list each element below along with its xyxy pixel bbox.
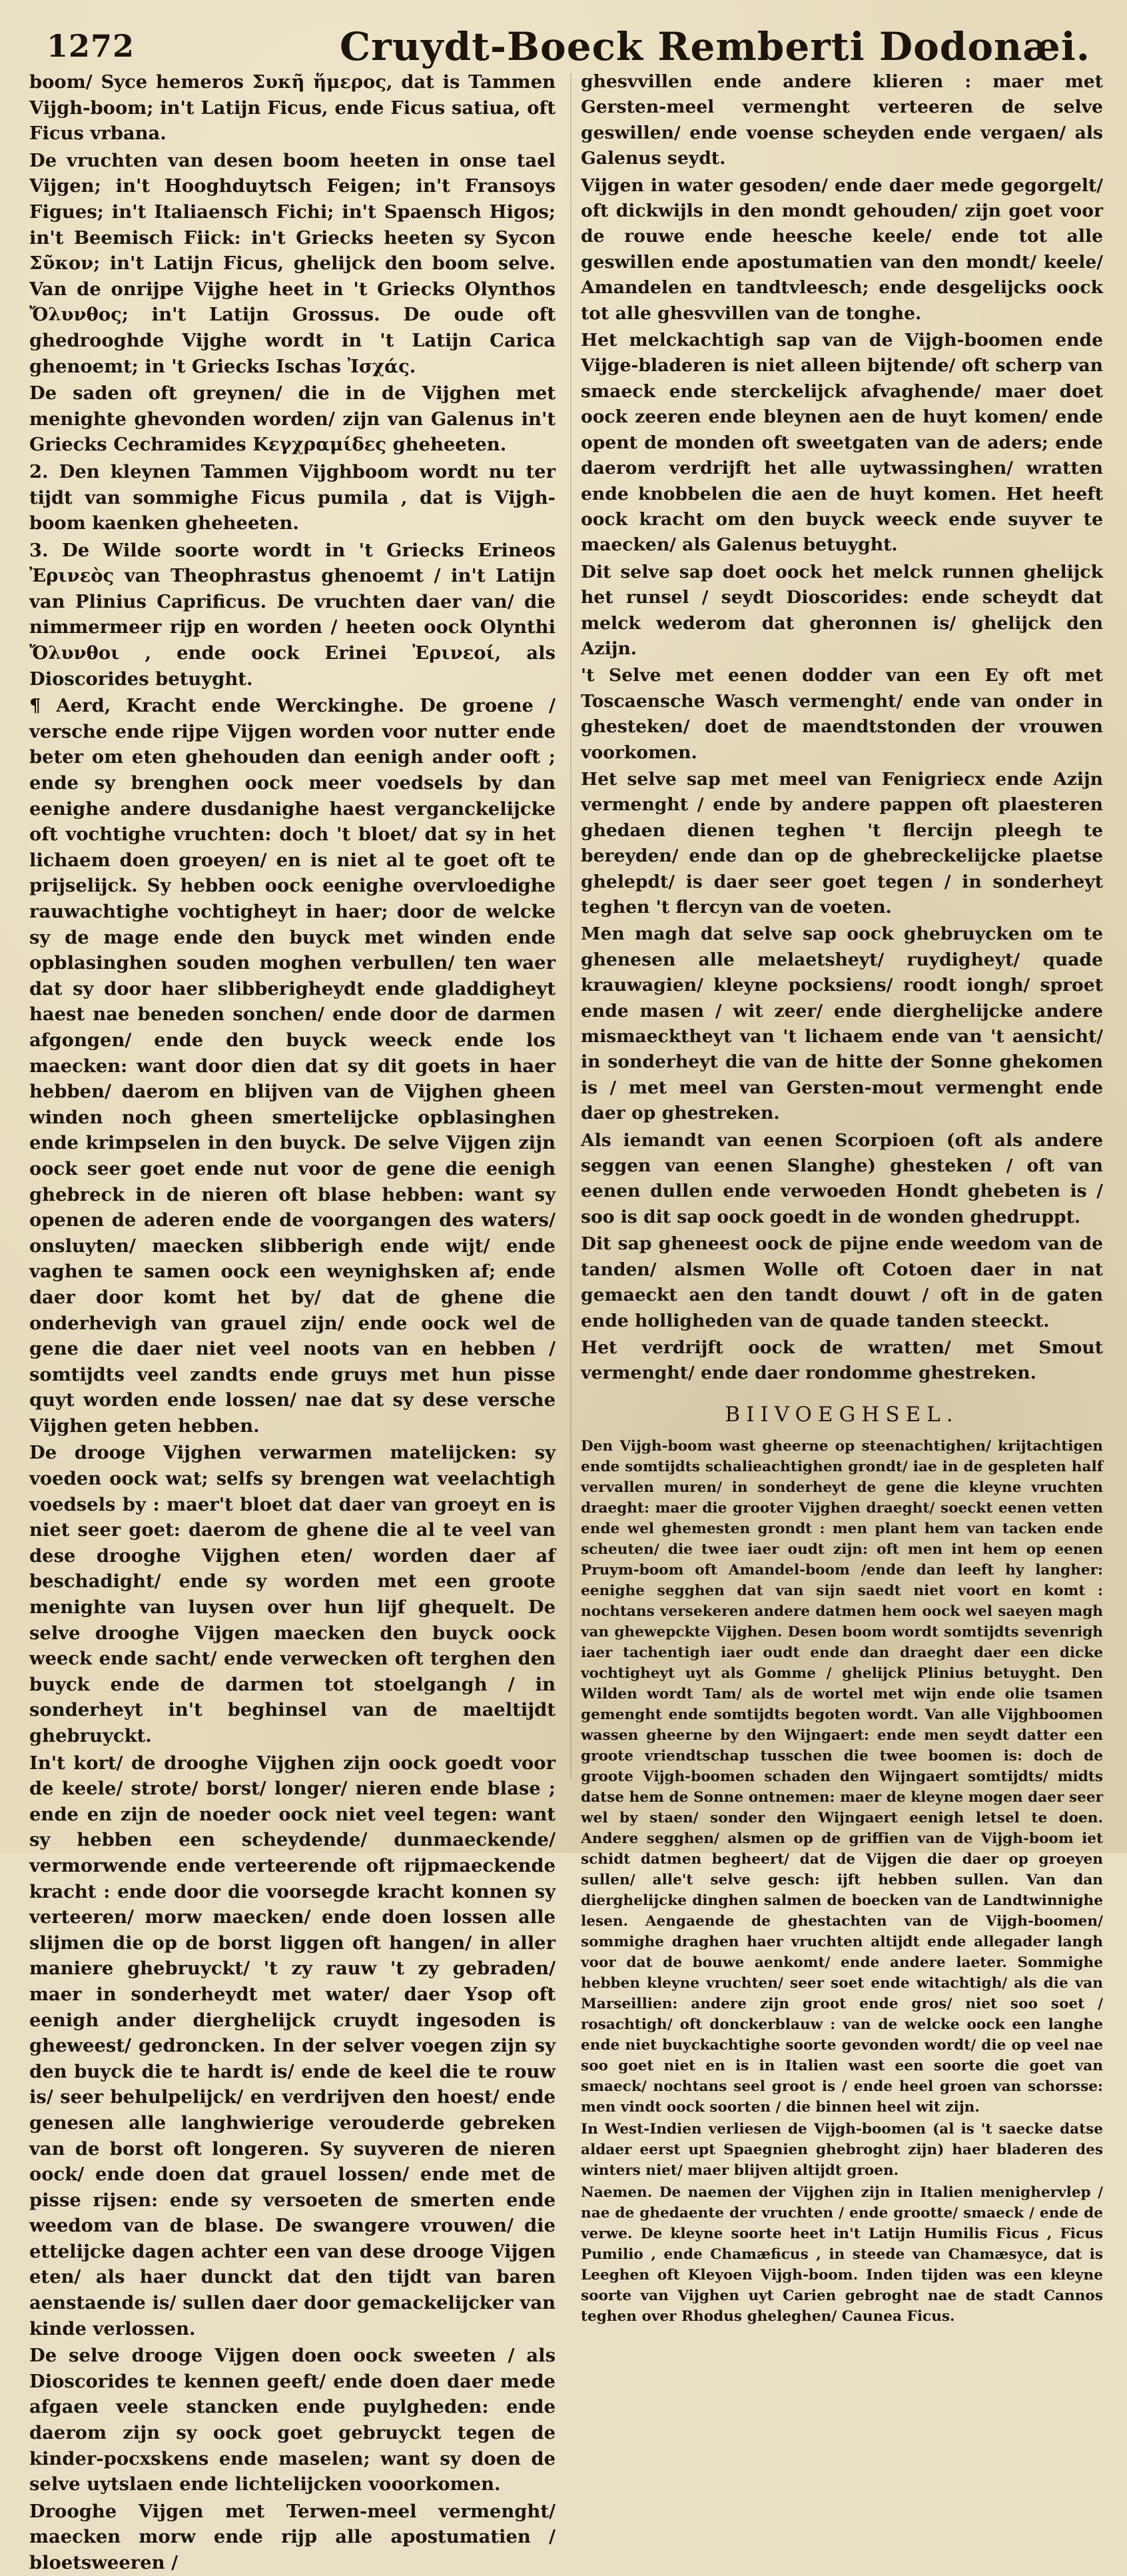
addendum-heading: BIIVOEGHSEL. xyxy=(725,1402,959,1427)
left-column xyxy=(29,69,556,2573)
paragraph: Drooghe Vijgen met Terwen-meel vermenght/ maecken morw ende rijp alle apostumatien / bloetsweeren / xyxy=(29,2500,556,2573)
right-column-main-text xyxy=(581,69,1103,1387)
paragraph: Het selve sap met meel van Fenigriecx ende Azijn vermenght / ende by andere pappen oft plaesteren ghedaen dienen teghen 't flercijn pleegh te bereyden/ ende dan op de ghebreckelijcke plaetse ghelepdt/ is daer seer goet tegen / in sonderheyt teghen 't flercyn van de voeten. xyxy=(581,768,1103,918)
running-title: Cruydt-Boeck Remberti Dodonæi. xyxy=(340,24,1090,69)
paragraph: boom/ Syce hemeros Συκῆ ἥμερος, dat is Tammen Vijgh-boom; in't Latijn Ficus, ende Ficus satiua, oft Ficus vrbana. xyxy=(29,71,556,145)
paragraph: De vruchten van desen boom heeten in onse tael Vijgen; in't Hooghduytsch Feigen; in't Fransoys Figues; in't Italiaensch Fichi; in't Spaensch Higos; in't Beemisch Fiick: in't Griecks heeten sy Sycon Σῦκον; in't Latijn Ficus, ghelijck den boom selve. Van de onrijpe Vijghe heet in 't Griecks Olynthos Ὄλυνθος; in't Latijn Grossus. De oude oft ghedrooghde Vijghe wordt in 't Latijn Carica ghenoemt; in 't Griecks Ischas Ἰσχάς. xyxy=(29,149,556,377)
right-column xyxy=(581,69,1103,2325)
paragraph: Naemen. De naemen der Vijghen zijn in Italien menighervlep / nae de ghedaente der vruchten / ende grootte/ smaeck / ende de verwe. De kleyne soorte heet in't Latijn Humilis Ficus , Ficus Pumilio , ende Chamæficus , in steede van Chamæsyce, dat is Leeghen oft Kleyoen Vijgh-boom. Inden tijden was een kleyne soorte van Vijghen uyt Carien gebroght nae de stadt Cannos teghen over Rhodus gheleghen/ Caunea Ficus. xyxy=(581,2184,1103,2325)
paragraph: Het melckachtigh sap van de Vijgh-boomen ende Vijge-bladeren is niet alleen bijtende/ oft scherp van smaeck ende sterckelijck afvaghende/ maer doet oock zeeren ende bleynen aen de huyt komen/ ende opent de monden oft sweetgaten van de aders; ende daerom verdrijft het alle uytwassinghen/ wratten ende knobbelen die aen de huyt komen. Het heeft oock kracht om den buyck weeck ende suyver te maecken/ als Galenus betuyght. xyxy=(581,330,1103,556)
paragraph: De selve drooge Vijgen doen oock sweeten / als Dioscorides te kennen geeft/ ende doen daer mede afgaen veele stancken ende puylgheden: ende daerom zijn sy oock goet gebruyckt tegen de kinder-pocxskens ende maselen; want sy doen de selve uytslaen ende lichtelijcken vooorkomen. xyxy=(29,2345,556,2495)
paragraph: De saden oft greynen/ die in de Vijghen met menighte ghevonden worden/ zijn van Galenus in't Griecks Cechramides Κεγχραμίδες gheheeten. xyxy=(29,382,556,456)
paragraph: ghesvvillen ende andere klieren : maer met Gersten-meel vermenght verteeren de selve geswillen/ ende voense scheyden ende vergaen/ als Galenus seydt. xyxy=(581,71,1103,169)
addendum-text xyxy=(581,1436,1103,2327)
paragraph: Den Vijgh-boom wast gheerne op steenachtighen/ krijtachtigen ende somtijdts schalieachtighen grondt/ iae in de gespleten half vervallen muren/ in sonderheyt de gene die kleyne vruchten draeght: maer die grooter Vijghen draeght/ soeckt eenen vetten ende wel ghemesten grondt : men plant hem van tacken ende scheuten/ die twee iaer oudt zijn: oft men int hem op eenen Pruym-boom oft Amandel-boom /ende dan leeft hy langher: eenighe segghen dat van sijn saedt niet voort en komt : nochtans versekeren andere datmen hem oock wel saeyen magh van ghewepckte Vijghen. Desen boom wordt somtijdts sevenrigh iaer tachentigh iaer oudt ende dan draeght daer een dicke vochtigheyt uyt als Gomme / ghelijck Plinius betuyght. Den Wilden wordt Tam/ als de wortel met wijn ende olie tsamen gemenght ende somtijdts begoten wordt. Van alle Vijghboomen wassen gheerne by den Wijngaert: ende men seydt datter een groote vriendtschap tusschen die twee boomen is: doch de groote Vijgh-boomen schaden den Wijngaert somtijdts/ midts datse hem de Sonne ontnemen: maer de kleyne mogen daer seer wel by staen/ sonder den Wijngaert eenigh letsel te doen. Andere segghen/ alsmen op de griffien van de Vijgh-boom iet schidt datmen begheert/ dat de Vijgen die daer op groeyen sullen/ alle't selve gesch: ijft hebben sullen. Van dan dierghelijcke dinghen salmen de boecken van de Landtwinnighe lesen. Aengaende de ghestachten van de Vijgh-boomen/ sommighe draghen haer vruchten altijdt ende allegader langh voor dat de bouwe aenkomt/ ende andere laeter. Sommighe hebben kleyne vruchten/ seer soet ende witachtigh/ als die van Marseillien: andere zijn groot ende gros/ niet soo soet / rosachtigh/ oft donckerblauw : van de welcke oock een langhe ende niet buyckachtighe soorte gevonden wordt/ die op veel nae soo goet niet en is in Italien wast een soorte die goet van smaeck/ nochtans seel groot is / ende heel groen van schorsse: men vindt oock soorten / die binnen heel wit zijn. xyxy=(581,1437,1103,2116)
paragraph: De drooge Vijghen verwarmen matelijcken: sy voeden oock wat; selfs sy brengen wat veelachtigh voedsels by : maer't bloet dat daer van groeyt en is niet seer goet: daerom de ghene die al te veel van dese drooghe Vijghen eten/ worden daer af beschadight/ ende sy worden met een groote menighte van luysen over hun lijf ghequelt. De selve drooghe Vijgen maecken den buyck oock weeck ende sacht/ ende verwecken oft terghen den buyck ende de darmen tot stoelgangh / in sonderheyt in't beghinsel van de maeltijdt ghebruyckt. xyxy=(29,1442,556,1746)
paragraph: 't Selve met eenen dodder van een Ey oft met Toscaensche Wasch vermenght/ ende van onder in ghesteken/ doet de maendtstonden der vrouwen voorkomen. xyxy=(581,665,1103,763)
paragraph: Dit selve sap doet oock het melck runnen ghelijck het runsel / seydt Dioscorides: ende scheydt dat melck wederom dat gheronnen is/ ghelijck den Azijn. xyxy=(581,561,1103,659)
paragraph: Dit sap gheneest oock de pijne ende weedom van de tanden/ alsmen Wolle oft Cotoen daer in nat gemaeckt aen den tandt douwt / oft in de gaten ende holligheden van de quade tanden steeckt. xyxy=(581,1233,1103,1331)
paragraph: Het verdrijft oock de wratten/ met Smout vermenght/ ende daer rondomme ghestreken. xyxy=(581,1337,1103,1384)
paragraph: Men magh dat selve sap oock ghebruycken om te ghenesen alle melaetsheyt/ ruydigheyt/ quade krauwagien/ kleyne pocksiens/ roodt iongh/ sproet ende masen / wit zeer/ ende dierghelijcke andere mismaecktheyt van 't lichaem ende van 't aensicht/ in sonderheyt die van de hitte der Sonne ghekomen is / met meel van Gersten-mout vermenght ende daer op ghestreken. xyxy=(581,924,1103,1124)
paragraph: 2. Den kleynen Tammen Vijghboom wordt nu ter tijdt van sommighe Ficus pumila , dat is Vijgh-boom kaenken gheheeten. xyxy=(29,460,556,534)
page-header xyxy=(47,23,1090,69)
paragraph: In West-Indien verliesen de Vijgh-boomen (al is 't saecke datse aldaer eerst upt Spaegnien ghebroght zijn) haer bladeren des winters niet/ maer blijven altijdt groen. xyxy=(581,2120,1103,2179)
paragraph: Als iemandt van eenen Scorpioen (oft als andere seggen van eenen Slanghe) ghesteken / oft van eenen dullen ende verwoeden Hondt ghebeten is / soo is dit sap oock goedt in de wonden ghedruppt. xyxy=(581,1129,1103,1227)
page-number: 1272 xyxy=(47,28,135,64)
column-divider xyxy=(570,73,571,1779)
paragraph: In't kort/ de drooghe Vijghen zijn oock goedt voor de keele/ strote/ borst/ longer/ nieren ende blase ; ende en zijn de noeder oock niet veel tegen: want sy hebben een scheydende/ dunmaeckende/ vermorwende ende verteerende oft rijpmaeckende kracht : ende door die voorsegde kracht konnen sy verteeren/ morw maecken/ ende doen lossen alle slijmen die op de borst liggen oft hangen/ in aller maniere ghebruyckt/ 't zy rauw 't zy gebraden/ maer in sonderheydt met water/ daer Ysop oft eenigh ander dierghelijck cruydt ingesoden is gheweest/ gedroncken. In der selver voegen zijn sy den buyck die te hardt is/ ende de keel die te rouw is/ seer behulpelijck/ en verdrijven den hoest/ ende genesen alle langhwierige verouderde gebreken van de borst oft longeren. Sy suyveren de nieren oock/ ende doen dat grauel lossen/ ende met de pisse rijsen: ende sy versoeten de smerten ende weedom van de blase. De swangere vrouwen/ die ettelijcke dagen achter een van dese drooge Vijgen eten/ als haer dunckt dat den tijdt van baren aenstaende is/ sullen daer door gemackelijcker van kinde verlossen. xyxy=(29,1752,556,2339)
paragraph: Vijgen in water gesoden/ ende daer mede gegorgelt/ oft dickwijls in den mondt gehouden/ zijn goet voor de rouwe ende heesche keele/ ende tot alle geswillen ende apostumatien van den mondt/ keele/ Amandelen en tandtvleesch; ende desgelijcks oock tot alle ghesvvillen van de tonghe. xyxy=(581,175,1103,324)
paragraph: 3. De Wilde soorte wordt in 't Griecks Erineos Ἐρινεὸς van Theophrastus ghenoemt / in't Latijn van Plinius Caprificus. De vruchten daer van/ die nimmermeer rijp en worden / heeten oock Olynthi Ὄλυνθοι , ende oock Erinei Ἐρινεοί, als Dioscorides betuyght. xyxy=(29,539,556,690)
paragraph: ¶ Aerd, Kracht ende Werckinghe. De groene / versche ende rijpe Vijgen worden voor nutter ende beter om eten ghehouden dan eenigh ander ooft ; ende sy brenghen oock meer voedsels by dan eenighe andere dusdanighe haest verganckelijcke oft vochtighe vruchten: doch 't bloet/ dat sy in het lichaem doen groeyen/ en is niet al te goet oft te prijselijck. Sy hebben oock eenighe overvloedighe rauwachtighe vochtigheyt in haer; door de welcke sy de mage ende den buyck met winden ende opblasinghen souden moghen verbullen/ ten waer dat sy door haer slibberigheydt ende gladdigheyt haest nae beneden sonchen/ ende door de darmen afgongen/ ende den buyck weeck ende los maecken: want door dien dat sy dit goets in haer hebben/ daerom en blijven van de Vijghen gheen winden noch gheen smertelijcke opblasinghen ende krimpselen in den buyck. De selve Vijgen zijn oock seer goet ende nut voor de gene die eenigh ghebreck in de nieren oft blase hebben: want sy openen de aderen ende de voorgangen des waters/ onsluyten/ maecken slibberigh ende wijt/ ende vaghen te samen oock een weynighsken af; ende daer door komt het by/ dat de ghene die onderhevigh van grauel zijn/ ende oock wel de gene die daer niet veel noots van en hebben / somtijdts veel zandts ende gruys met hun pisse quyt worden ende lossen/ nae dat sy dese versche Vijghen geten hebben. xyxy=(29,695,556,1437)
